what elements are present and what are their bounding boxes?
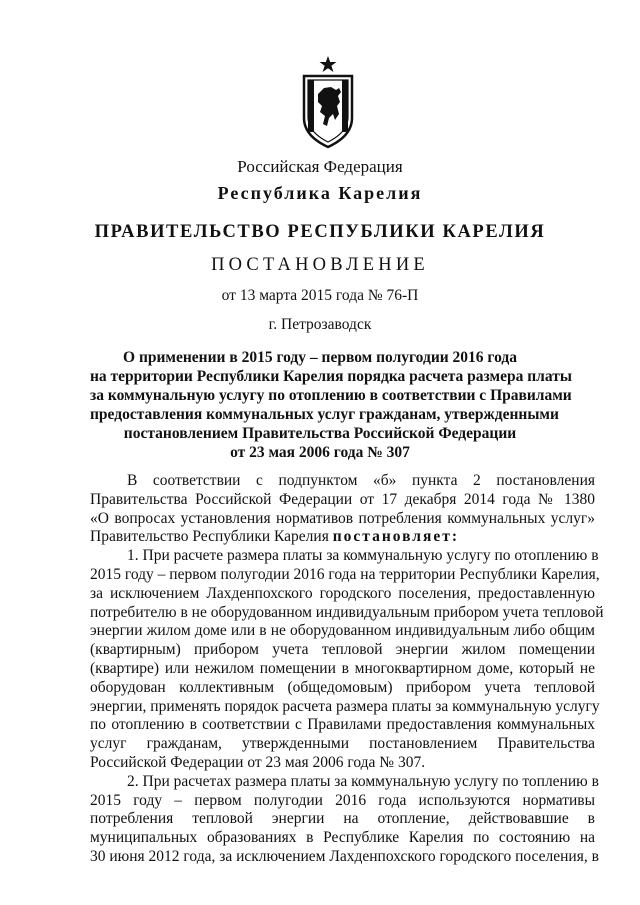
title-line: от 23 мая 2006 года № 307 [230,444,410,461]
paragraph-2-line: муниципальных образованиях в Республике Карелия по состоянию на [90,829,595,847]
paragraph-1-line: по отоплению в соответствии с Правилами предоставления коммунальных [90,716,595,734]
republic-name: Республика Карелия [217,183,423,203]
preamble-subject: Правительство Республики Карелия [90,528,329,546]
paragraph-2-line: 2. При расчетах размера платы за коммунальную услугу по топлению в [127,772,599,790]
paragraph-1-line: за исключением Лахденпохского городского поселения, предоставленную [90,584,595,602]
paragraph-1-line: энергии жилом доме или в не оборудованном индивидуальным либо общим [90,622,595,640]
preamble-line: «О вопросах установления нормативов потребления коммунальных услуг» [90,509,595,527]
paragraph-1-line: потребителю в не оборудованном индивидуальным прибором учета тепловой [90,603,604,621]
paragraph-1-line: услуг гражданам, утвержденными постановлением Правительства [90,735,595,753]
preamble-line: Правительства Российской Федерации от 17 декабря 2014 года № 1380 [90,490,595,508]
karelia-coat-of-arms-emblem [298,54,358,150]
coat-of-arms-icon [298,54,358,150]
preamble-line-final [90,528,595,547]
paragraph-1-line: 2015 году – первом полугодии 2016 года на территории Республики Карелия, [90,565,600,583]
paragraph-1-line: 1. При расчете размера платы за коммунальную услугу по отоплению в [127,547,599,565]
title-line: постановлением Правительства Российской Федерации [123,425,517,442]
government-name: ПРАВИТЕЛЬСТВО РЕСПУБЛИКИ КАРЕЛИЯ [94,222,546,242]
title-line: за коммунальную услугу по отоплению в соответствии с Правилами [90,387,572,404]
document-type: ПОСТАНОВЛЕНИЕ [211,255,429,275]
paragraph-2-line: потребления тепловой энергии на отопление, действовавшие в [90,810,595,828]
decree-word: постановляет: [332,528,460,546]
title-line: предоставления коммунальных услуг гражданам, утвержденными [90,406,559,423]
title-line: О применении в 2015 году – первом полугодии 2016 года [123,349,517,366]
document-city: г. Петрозаводск [268,316,372,333]
document-date: от 13 марта 2015 года № 76-П [221,287,419,304]
paragraph-1-line: энергии, применять порядок расчета размера платы за коммунальную услугу [90,697,600,715]
preamble-line: В соответствии с подпунктом «б» пункта 2 постановления [127,472,595,489]
paragraph-1-line: (квартире) или нежилом помещении в многоквартирном доме, который не [90,659,595,677]
country-name: Российская Федерация [237,157,403,176]
title-line: на территории Республики Карелия порядка расчета размера платы [90,368,572,385]
paragraph-1-line: (квартирным) прибором учета тепловой энергии жилом помещении [90,641,595,659]
paragraph-1-line: Российской Федерации от 23 мая 2006 года № 307. [90,753,426,771]
paragraph-1-line: оборудован коллективным (общедомовым) прибором учета тепловой [90,678,595,696]
paragraph-2-line: 2015 году – первом полугодии 2016 года используются нормативы [90,791,595,809]
document-title [90,348,572,462]
paragraph-2-line: 30 июня 2012 года, за исключением Лахденпохского городского поселения, в [90,847,599,865]
document-body [90,472,604,867]
